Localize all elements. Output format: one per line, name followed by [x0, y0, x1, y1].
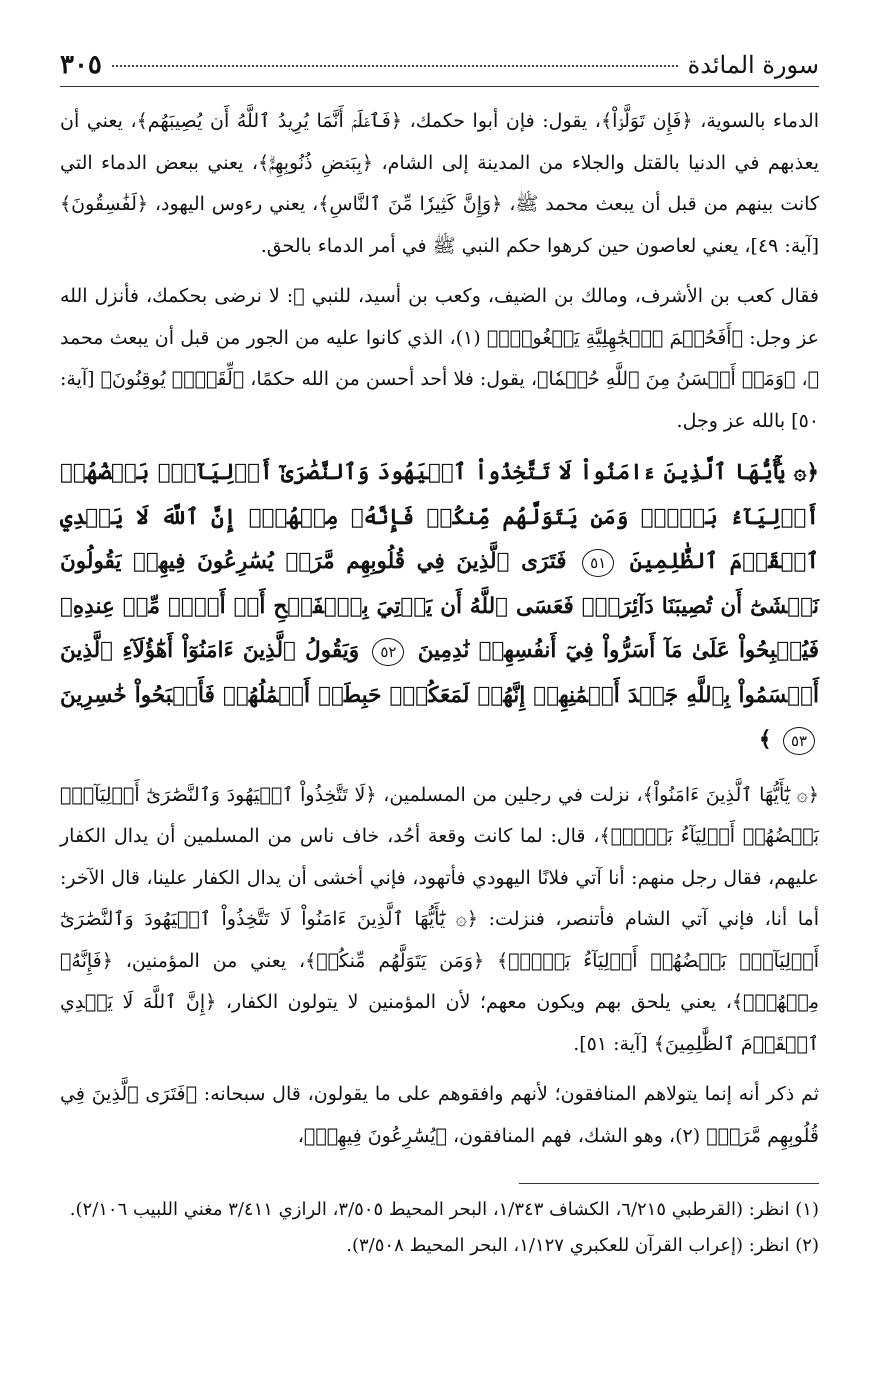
commentary-paragraph: الدماء بالسوية، ﴿فَإِن تَوَلَّوۡاْ﴾، يقول: فإن أبوا حكمك، ﴿فَٱعۡلَمۡ أَنَّمَا يُرِيدُ ٱللَّهُ أَن يُصِيبَهُم﴾، يعني أن يعذبهم في الدنيا بالقتل والجلاء من المدينة إلى الشام، ﴿بِبَعۡضِ ذُنُوبِهِمۡۗ﴾، يعني ببعض الدماء التي كانت بينهم من قبل أن يبعث محمد ﷺ، ﴿وَإِنَّ كَثِيرٗا مِّنَ ٱلنَّاسِ﴾، يعني رءوس اليهود، ﴿لَفَٰسِقُونَ﴾ [آية: ٤٩]، يعني لعاصون حين كرهوا حكم النبي ﷺ في أمر الدماء بالحق.: [60, 110, 819, 257]
verse-text: فَتَرَى ٱلَّذِينَ فِي قُلُوبِهِم مَّرَضٞ يُسَٰرِعُونَ فِيهِمۡ يَقُولُونَ نَخۡشَىٰٓ أَن تُصِيبَنَا دَآئِرَةٞۚ فَعَسَى ٱللَّهُ أَن يَأۡتِيَ بِٱلۡفَتۡحِ أَوۡ أَمۡرٖ مِّنۡ عِندِهِۦ فَيُصۡبِحُواْ عَلَىٰ مَآ أَسَرُّواْ فِيٓ أَنفُسِهِمۡ نَٰدِمِينَ: [60, 549, 819, 663]
quran-verses-block: [60, 451, 819, 763]
footnote: (١) انظر: (القرطبي ٦/٢١٥، الكشاف ١/٣٤٣، البحر المحيط ٣/٥٠٥، الرازي ٣/٤١١ مغني اللبيب ٢/١٠٦).: [69, 1199, 819, 1220]
verse-number-marker: ٥٢: [372, 638, 404, 666]
page-number: ٣٠٥: [60, 50, 102, 80]
verse-close-bracket: ﴾: [758, 727, 772, 752]
commentary-paragraph: ﴿۞ يَٰٓأَيُّهَا ٱلَّذِينَ ءَامَنُواْ﴾، نزلت في رجلين من المسلمين، ﴿لَا تَتَّخِذُواْ ٱلۡيَهُودَ وَٱلنَّصَٰرَىٰٓ أَوۡلِيَآءَۘ بَعۡضُهُمۡ أَوۡلِيَآءُ بَعۡضٖۚ﴾، قال: لما كانت وقعة أحُد، خاف ناس من المسلمين أن يدال الكفار عليهم، فقال رجل منهم: أنا آتي فلانًا اليهودي فأتهود، فإني أخشى أن يدال الكفار علينا، قال الآخر: أما أنا، فإني آتي الشام فأتنصر، فنزلت: ﴿۞ يَٰٓأَيُّهَا ٱلَّذِينَ ءَامَنُواْ لَا تَتَّخِذُواْ ٱلۡيَهُودَ وَٱلنَّصَٰرَىٰٓ أَوۡلِيَآءَۘ بَعۡضُهُمۡ أَوۡلِيَآءُ بَعۡضٖۚ﴾ ﴿وَمَن يَتَوَلَّهُم مِّنكُمۡ﴾، يعني من المؤمنين، ﴿فَإِنَّهُۥ مِنۡهُمۡۗ﴾، يعني يلحق بهم ويكون معهم؛ لأن المؤمنين لا يتولون الكفار، ﴿إِنَّ ٱللَّهَ لَا يَهۡدِي ٱلۡقَوۡمَ ٱلظَّٰلِمِينَ﴾ [آية: ٥١].: [60, 783, 819, 1055]
verse-number-marker: ٥١: [582, 549, 614, 577]
verse-number-marker: ٥٣: [783, 727, 815, 755]
commentary-paragraph: ثم ذكر أنه إنما يتولاهم المنافقون؛ لأنهم وافقوهم على ما يقولون، قال سبحانه: ﴿فَتَرَى ٱلَّذِينَ فِي قُلُوبِهِم مَّرَضٞ﴾ (٢)، وهو الشك، فهم المنافقون، ﴿يُسَٰرِعُونَ فِيهِمۡ﴾،: [60, 1083, 819, 1147]
footnote-divider: [519, 1183, 819, 1184]
verse-text: ﴿۞ يَٰٓأَيُّهَا ٱلَّذِينَ ءَامَنُواْ لَا تَتَّخِذُواْ ٱلۡيَهُودَ وَٱلنَّصَٰرَىٰٓ أَوۡلِيَآءَۘ بَعۡضُهُمۡ أَوۡلِيَآءُ بَعۡضٖۚ وَمَن يَتَوَلَّهُم مِّنكُمۡ فَإِنَّهُۥ مِنۡهُمۡۗ إِنَّ ٱللَّهَ لَا يَهۡدِي ٱلۡقَوۡمَ ٱلظَّٰلِمِينَ: [60, 460, 819, 574]
running-header: [60, 50, 819, 87]
commentary-paragraph: فقال كعب بن الأشرف، ومالك بن الضيف، وكعب بن أسيد، للنبي ﷺ: لا نرضى بحكمك، فأنزل الله عز وجل: ﴿أَفَحُكۡمَ ٱلۡجَٰهِلِيَّةِ يَبۡغُونَۚ﴾ (١)، الذي كانوا عليه من الجور من قبل أن يبعث محمد ﷺ، ﴿وَمَنۡ أَحۡسَنُ مِنَ ٱللَّهِ حُكۡمٗا﴾، يقول: فلا أحد أحسن من الله حكمًا، ﴿لِّقَوۡمٖ يُوقِنُونَ﴾ [آية: ٥٠] بالله عز وجل.: [60, 285, 819, 432]
footnote: (٢) انظر: (إعراب القرآن للعكبري ١/١٢٧، البحر المحيط ٣/٥٠٨).: [346, 1235, 819, 1256]
verse-text: وَيَقُولُ ٱلَّذِينَ ءَامَنُوٓاْ أَهَٰٓؤُلَآءِ ٱلَّذِينَ أَقۡسَمُواْ بِٱللَّهِ جَهۡدَ أَيۡمَٰنِهِمۡ إِنَّهُمۡ لَمَعَكُمۡۚ حَبِطَتۡ أَعۡمَٰلُهُمۡ فَأَصۡبَحُواْ خَٰسِرِينَ: [60, 638, 819, 708]
header-dot-leader: [112, 65, 678, 67]
surah-title: سورة المائدة: [687, 51, 819, 79]
